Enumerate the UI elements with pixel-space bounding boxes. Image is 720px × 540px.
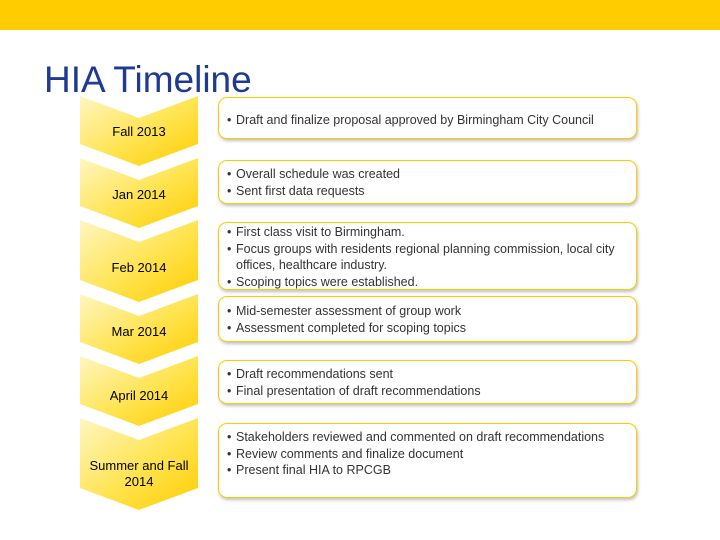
- phase-details-box: [218, 360, 637, 404]
- timeline-chevron: [80, 158, 198, 228]
- detail-item: • Focus groups with residents regional planning commission, local city offices, healthcare industry.: [227, 241, 632, 274]
- phase-label: Mar 2014: [111, 324, 167, 339]
- phase-details-box: [218, 296, 637, 342]
- phase-label: April 2014: [109, 388, 169, 403]
- slide-title: HIA Timeline: [44, 59, 252, 100]
- timeline-chevron: [80, 418, 198, 510]
- top-accent-bar: [0, 0, 720, 30]
- detail-item: • Stakeholders reviewed and commented on draft recommendations: [227, 429, 632, 446]
- detail-item: • Mid-semester assessment of group work: [227, 303, 632, 320]
- phase-details-box: [218, 423, 637, 498]
- detail-item: • Overall schedule was created: [227, 166, 632, 183]
- timeline-chevron: [80, 220, 198, 302]
- detail-item: • Draft and finalize proposal approved by Birmingham City Council: [227, 112, 632, 129]
- detail-item: • Final presentation of draft recommendations: [227, 383, 632, 400]
- phase-label: Summer and Fall 2014: [89, 458, 189, 489]
- phase-label: Jan 2014: [112, 187, 166, 202]
- detail-item: • Draft recommendations sent: [227, 366, 632, 383]
- detail-item: • Sent first data requests: [227, 183, 632, 200]
- detail-item: • Review comments and finalize document: [227, 446, 632, 463]
- detail-item: • Scoping topics were established.: [227, 274, 632, 291]
- phase-label: Fall 2013: [112, 124, 166, 139]
- timeline-chevron: [80, 294, 198, 364]
- phase-details-box: [218, 97, 637, 139]
- detail-item: • First class visit to Birmingham.: [227, 224, 632, 241]
- timeline-chevron: [80, 356, 198, 426]
- detail-item: • Present final HIA to RPCGB: [227, 462, 632, 479]
- detail-item: • Assessment completed for scoping topics: [227, 320, 632, 337]
- phase-details-box: [218, 222, 637, 290]
- phase-details-box: [218, 160, 637, 204]
- timeline-chevron: [80, 96, 198, 166]
- phase-label: Feb 2014: [111, 260, 167, 275]
